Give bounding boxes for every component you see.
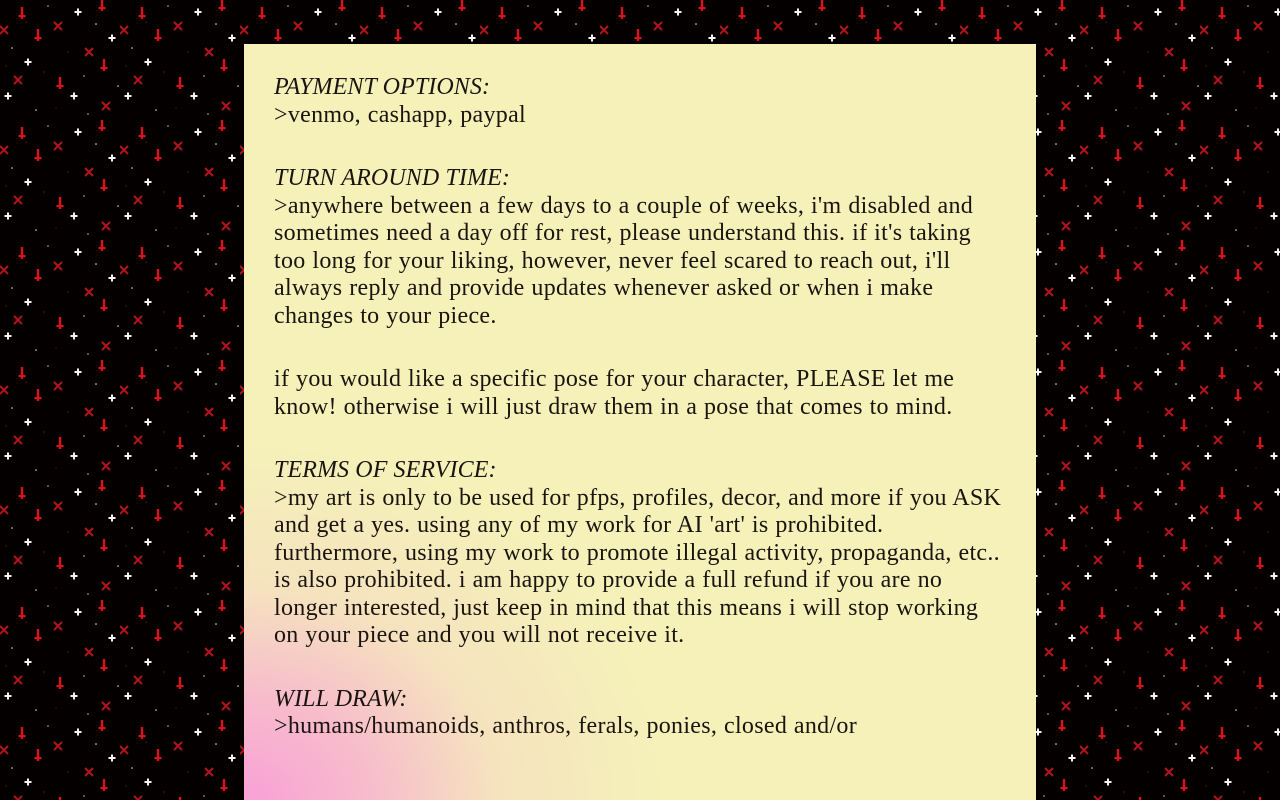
section-body-turn-around-time: >anywhere between a few days to a couple of weeks, i'm disabled and sometimes need a day off for rest, please understand this. if it's taking too long for your liking, however, never feel scared to reach out, i'll always reply and provide updates whenever asked or when i make changes to your piece. [274, 192, 974, 329]
section-title-will-draw: WILL DRAW: [274, 685, 408, 712]
section-payment-options [274, 74, 1006, 129]
section-turn-around-time [274, 165, 1006, 330]
section-body-terms-of-service: >my art is only to be used for pfps, profiles, decor, and more if you ASK and get a yes. using any of my work for AI 'art' is prohibited. furthermore, using my work to promote illegal activity, propaganda, etc.. is also prohibited. i am happy to provide a full refund if you are no longer interested, just keep in mind that this means i will stop working on your piece and you will not receive it. [274, 484, 1002, 648]
section-body-will-draw: >humans/humanoids, anthros, ferals, ponies, closed and/or [274, 713, 858, 739]
section-body-pose-note: if you would like a specific pose for your character, PLEASE let me know! otherwise i will just draw them in a pose that comes to mind. [274, 366, 955, 420]
section-pose-note [274, 366, 1006, 421]
section-terms-of-service [274, 457, 1006, 650]
section-body-payment-options: >venmo, cashapp, paypal [274, 101, 527, 128]
section-title-turn-around-time: TURN AROUND TIME: [274, 165, 510, 191]
section-title-terms-of-service: TERMS OF SERVICE: [274, 457, 497, 483]
section-will-draw [274, 686, 1006, 741]
commission-info-panel [244, 44, 1036, 800]
section-title-payment-options: PAYMENT OPTIONS: [274, 74, 491, 100]
